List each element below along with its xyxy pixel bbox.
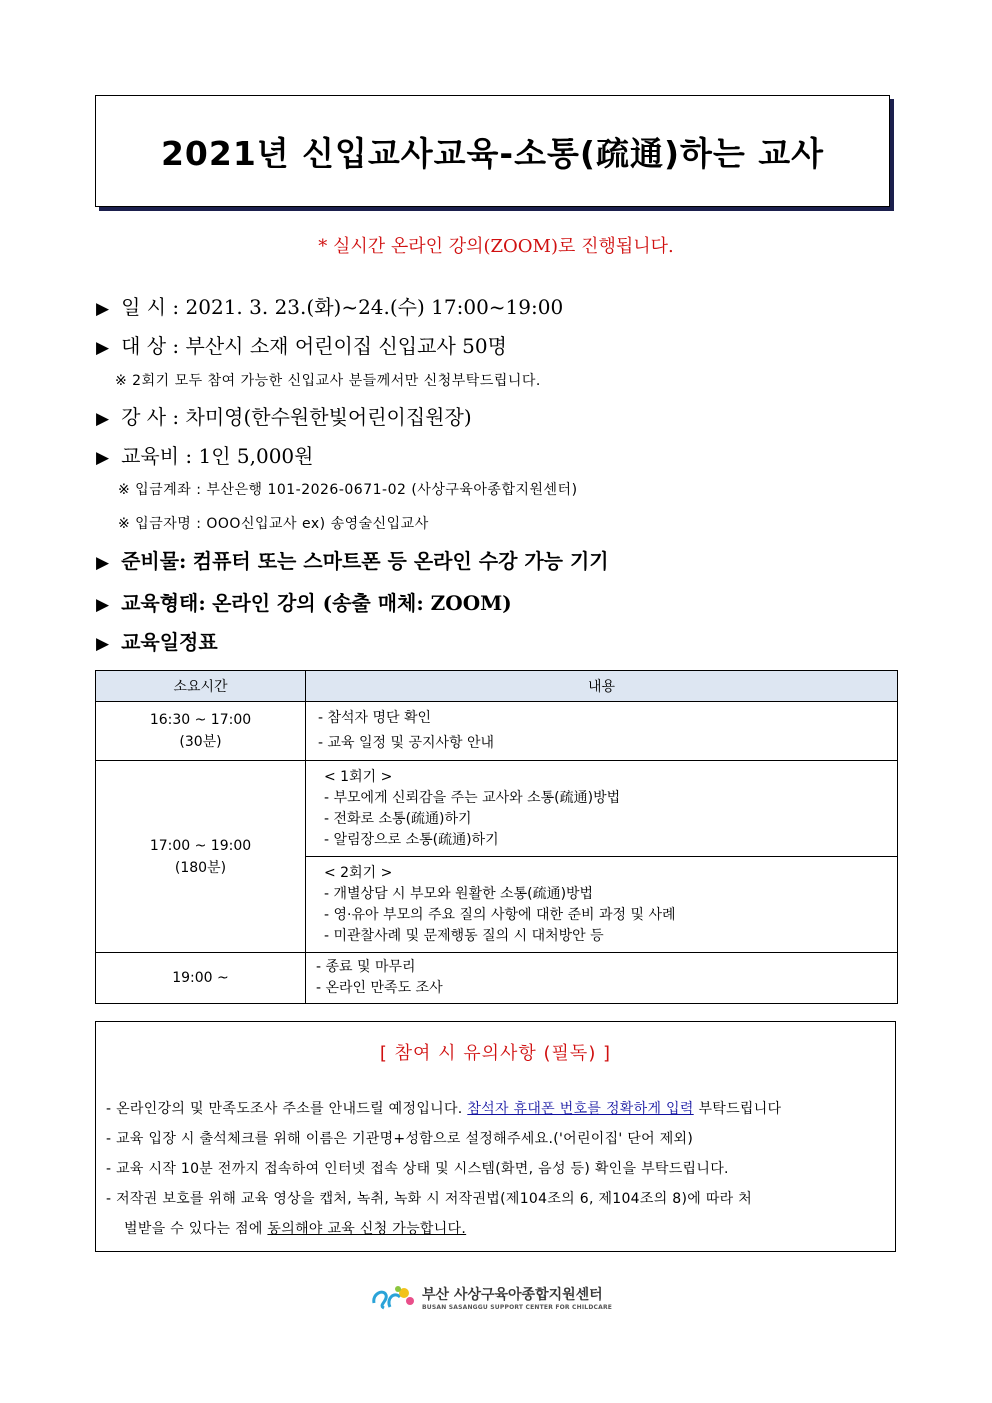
info-supplies [96,545,609,574]
list-item: - 온라인 만족도 조사 [316,980,443,996]
time-cell [96,702,306,761]
time-cell [96,953,306,1004]
session2-title: < 2회기 > [324,864,393,881]
fee-value: 1인 5,000원 [198,444,314,468]
lecturer-label: 강 사 : [121,405,180,429]
caution-line-1 [106,1098,781,1118]
format-label: 교육형태: [121,591,206,615]
list-item: - 영·유아 부모의 주요 질의 사항에 대한 준비 과정 및 사례 [324,906,676,923]
online-notice: * 실시간 온라인 강의(ZOOM)로 진행됩니다. [318,236,674,257]
arrow-icon: ▶ [96,299,110,319]
arrow-icon: ▶ [96,553,110,573]
table-row [96,702,898,761]
org-name-en: BUSAN SASANGGU SUPPORT CENTER FOR CHILDCARE [422,1303,613,1311]
info-fee [96,440,313,469]
caution-box [95,1021,896,1252]
title-box [95,95,890,207]
schedule-table [95,670,898,1004]
target-label: 대 상 : [121,334,180,358]
arrow-icon: ▶ [96,409,110,429]
content-cell [306,702,898,761]
time-range: 19:00 ~ [172,970,229,986]
time-cell [96,761,306,953]
info-target [96,330,507,359]
footer [370,1283,612,1311]
page-title: 2021년 신입교사교육-소통(疏通)하는 교사 [160,133,825,173]
caution-line-1-text: - 온라인강의 및 만족도조사 주소를 안내드릴 예정입니다. [106,1101,468,1117]
info-lecturer [96,401,472,430]
session1-cell [306,761,898,857]
caution-line-5 [124,1218,466,1238]
org-name: 부산 사상구육아종합지원센터 [422,1286,603,1303]
time-duration: (30분) [179,734,222,750]
target-note: ※ 2회기 모두 참여 가능한 신입교사 분들께서만 신청부탁드립니다. [115,373,541,389]
content-cell [306,953,898,1004]
consent-emphasis: 동의해야 교육 신청 가능합니다. [267,1221,467,1237]
caution-line-2: - 교육 입장 시 출석체크를 위해 이름은 기관명+성함으로 설정해주세요.('어린이집' 단어 제외) [106,1131,694,1147]
list-item: - 교육 일정 및 공지사항 안내 [318,735,495,751]
supplies-label: 준비물: [121,549,187,573]
arrow-icon: ▶ [96,338,110,358]
format-value: 온라인 강의 (송출 매체: ZOOM) [212,591,512,615]
header-content: 내용 [306,671,898,702]
list-item: - 전화로 소통(疏通)하기 [324,810,472,827]
table-header-row [96,671,898,702]
session1-title: < 1회기 > [324,768,393,785]
list-item: - 미관찰사례 및 문제행동 질의 시 대처방안 등 [324,927,604,944]
caution-line-3: - 교육 시작 10분 전까지 접속하여 인터넷 접속 상태 및 시스템(화면, 음성 등) 확인을 부탁드립니다. [106,1161,729,1177]
supplies-value: 컴퓨터 또는 스마트폰 등 온라인 수강 가능 기기 [192,549,609,573]
list-item: - 참석자 명단 확인 [318,710,432,726]
center-logo-icon [370,1283,418,1311]
list-item: - 개별상담 시 부모와 원활한 소통(疏通)방법 [324,885,594,902]
time-range: 16:30 ~ 17:00 [149,712,252,728]
depositor-note: ※ 입금자명 : OOO신입교사 ex) 송영술신입교사 [118,516,429,532]
list-item: - 알림장으로 소통(疏通)하기 [324,831,499,848]
table-row [96,761,898,857]
info-schedule-heading [96,626,218,655]
time-range: 17:00 ~ 19:00 [149,837,252,854]
schedule-heading: 교육일정표 [121,630,218,654]
lecturer-value: 차미영(한수원한빛어린이집원장) [185,405,472,429]
session2-cell [306,857,898,953]
list-item: - 종료 및 마무리 [316,959,416,975]
info-date [96,291,563,320]
arrow-icon: ▶ [96,634,110,654]
time-duration: (180분) [174,859,227,876]
account-note: ※ 입금계좌 : 부산은행 101-2026-0671-02 (사상구육아종합지원센터) [118,482,578,498]
caution-title: [ 참여 시 유의사항 (필독) ] [379,1043,612,1064]
table-row [96,953,898,1004]
info-format [96,587,512,616]
caution-line-5-text: 벌받을 수 있다는 점에 [124,1221,268,1237]
arrow-icon: ▶ [96,595,110,615]
fee-label: 교육비 : [121,444,193,468]
caution-line-4: - 저작권 보호를 위해 교육 영상을 캡처, 녹취, 녹화 시 저작권법(제104조의 6, 제104조의 8)에 따라 처 [106,1191,753,1207]
arrow-icon: ▶ [96,448,110,468]
list-item: - 부모에게 신뢰감을 주는 교사와 소통(疏通)방법 [324,789,621,806]
caution-line-1-end: 부탁드립니다 [693,1101,782,1117]
date-value: 2021. 3. 23.(화)~24.(수) 17:00~19:00 [185,295,564,319]
phone-emphasis: 참석자 휴대폰 번호를 정확하게 입력 [467,1101,694,1117]
date-label: 일 시 : [121,295,180,319]
target-value: 부산시 소재 어린이집 신입교사 50명 [185,334,507,358]
header-duration: 소요시간 [96,671,306,702]
